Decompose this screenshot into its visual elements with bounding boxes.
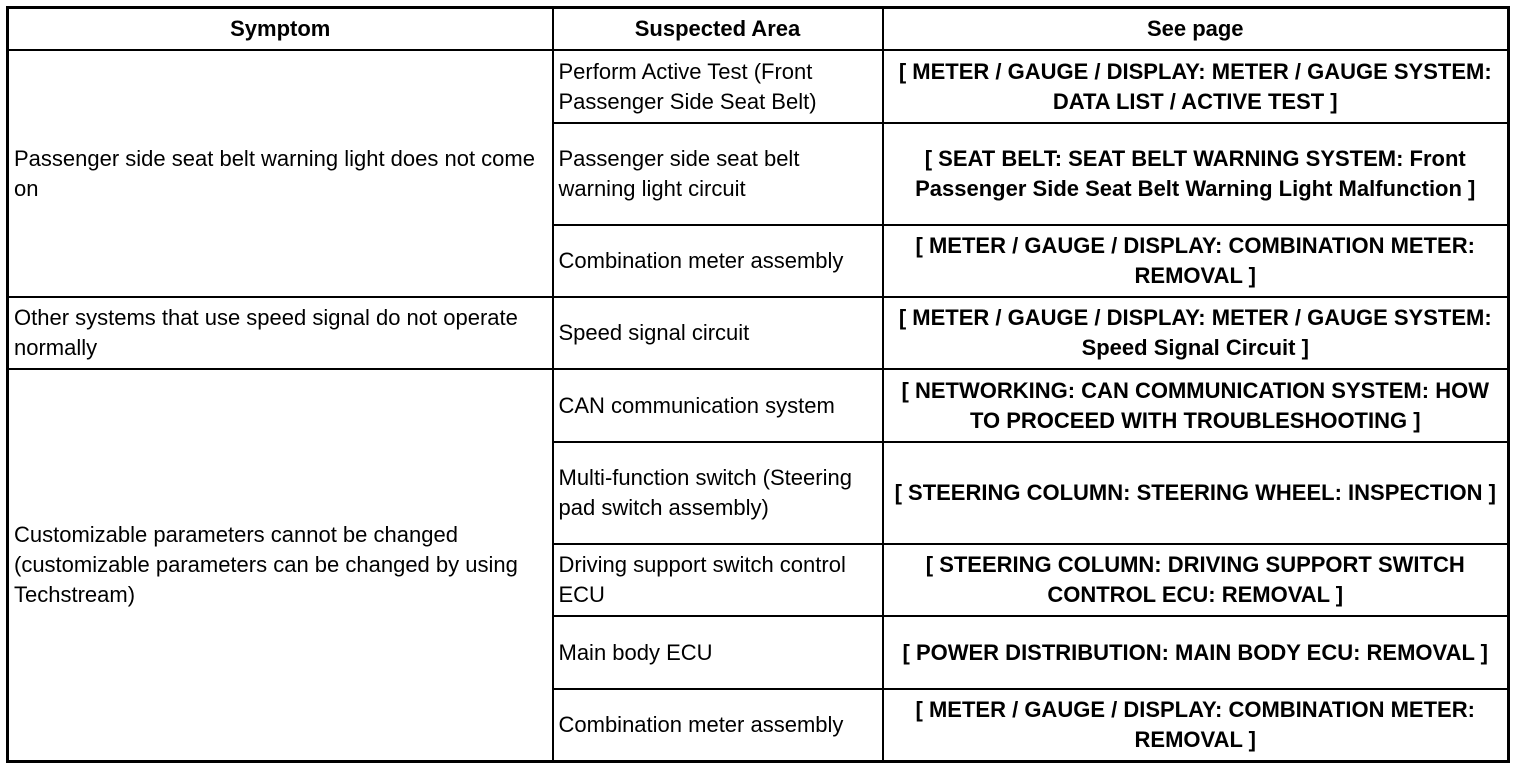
symptom-cell: Passenger side seat belt warning light does not come on bbox=[8, 50, 553, 297]
see-page-cell: [ POWER DISTRIBUTION: MAIN BODY ECU: REMOVAL ] bbox=[883, 616, 1509, 689]
table-row bbox=[8, 297, 1509, 369]
symptom-cell: Other systems that use speed signal do not operate normally bbox=[8, 297, 553, 369]
table-row bbox=[8, 50, 1509, 123]
see-page-cell: [ METER / GAUGE / DISPLAY: METER / GAUGE SYSTEM: Speed Signal Circuit ] bbox=[883, 297, 1509, 369]
troubleshooting-table bbox=[6, 6, 1510, 763]
suspected-area-cell: Speed signal circuit bbox=[553, 297, 883, 369]
suspected-area-cell: Main body ECU bbox=[553, 616, 883, 689]
suspected-area-cell: Passenger side seat belt warning light circuit bbox=[553, 123, 883, 225]
suspected-area-cell: Combination meter assembly bbox=[553, 689, 883, 761]
suspected-area-cell: Combination meter assembly bbox=[553, 225, 883, 297]
see-page-cell: [ METER / GAUGE / DISPLAY: METER / GAUGE SYSTEM: DATA LIST / ACTIVE TEST ] bbox=[883, 50, 1509, 123]
header-symptom: Symptom bbox=[8, 8, 553, 51]
see-page-cell: [ SEAT BELT: SEAT BELT WARNING SYSTEM: Front Passenger Side Seat Belt Warning Light Malfunction ] bbox=[883, 123, 1509, 225]
suspected-area-cell: Perform Active Test (Front Passenger Side Seat Belt) bbox=[553, 50, 883, 123]
see-page-cell: [ METER / GAUGE / DISPLAY: COMBINATION METER: REMOVAL ] bbox=[883, 689, 1509, 761]
see-page-cell: [ STEERING COLUMN: STEERING WHEEL: INSPECTION ] bbox=[883, 442, 1509, 544]
header-row bbox=[8, 8, 1509, 51]
suspected-area-cell: CAN communication system bbox=[553, 369, 883, 442]
symptom-cell: Customizable parameters cannot be changed (customizable parameters can be changed by using Techstream) bbox=[8, 369, 553, 761]
see-page-cell: [ NETWORKING: CAN COMMUNICATION SYSTEM: HOW TO PROCEED WITH TROUBLESHOOTING ] bbox=[883, 369, 1509, 442]
header-suspected-area: Suspected Area bbox=[553, 8, 883, 51]
table-row bbox=[8, 369, 1509, 442]
suspected-area-cell: Driving support switch control ECU bbox=[553, 544, 883, 616]
header-see-page: See page bbox=[883, 8, 1509, 51]
suspected-area-cell: Multi-function switch (Steering pad switch assembly) bbox=[553, 442, 883, 544]
see-page-cell: [ METER / GAUGE / DISPLAY: COMBINATION METER: REMOVAL ] bbox=[883, 225, 1509, 297]
see-page-cell: [ STEERING COLUMN: DRIVING SUPPORT SWITCH CONTROL ECU: REMOVAL ] bbox=[883, 544, 1509, 616]
